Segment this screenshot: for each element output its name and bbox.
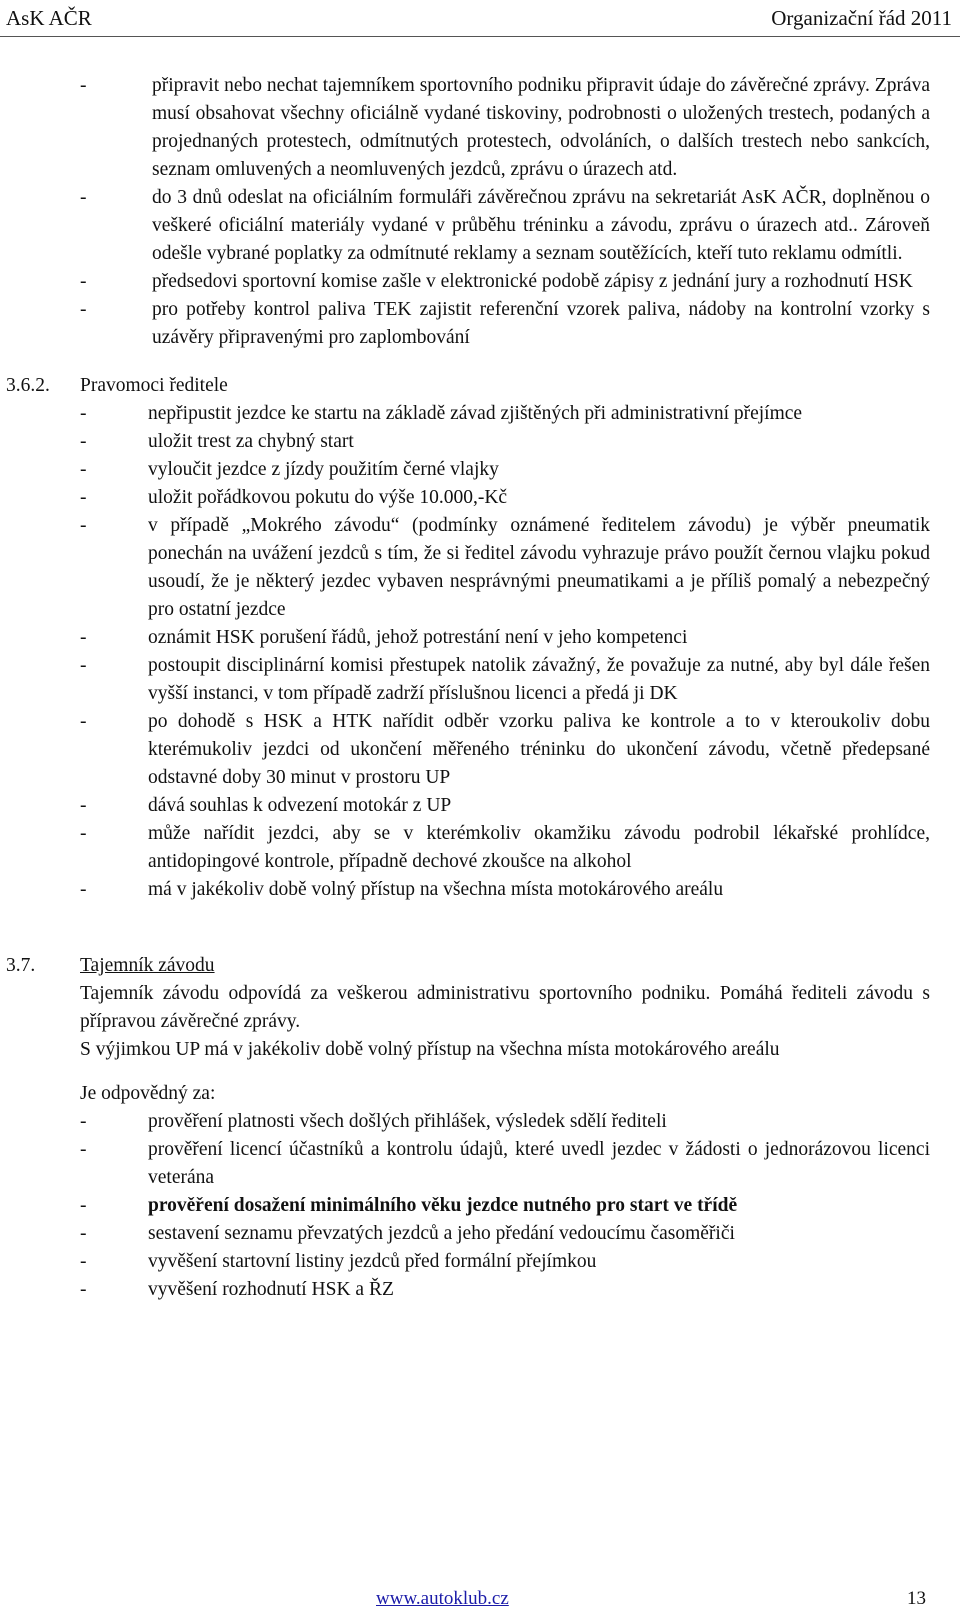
list-powers <box>0 400 960 904</box>
header-right: Organizační řád 2011 <box>771 6 952 30</box>
header-rule <box>0 36 960 37</box>
paragraph: Tajemník závodu odpovídá za veškerou administrativu sportovního podniku. Pomáhá řediteli závodu s přípravou závěrečné zprávy. <box>80 983 930 1032</box>
list-item: - uložit pořádkovou pokutu do výše 10.000,-Kč <box>0 484 960 512</box>
page-number: 13 <box>907 1588 926 1609</box>
header-left: AsK AČR <box>6 6 92 30</box>
list-item: - má v jakékoliv době volný přístup na všechna místa motokárového areálu <box>0 876 960 904</box>
footer-website-link[interactable]: www.autoklub.cz <box>376 1588 509 1609</box>
list-item: - uložit trest za chybný start <box>0 428 960 456</box>
dash: - <box>80 1223 87 1244</box>
list-responsibilities <box>0 1108 960 1304</box>
dash: - <box>80 627 87 648</box>
dash: - <box>80 1111 87 1132</box>
dash: - <box>80 655 87 676</box>
paragraph: S výjimkou UP má v jakékoliv době volný přístup na všechna místa motokárového areálu <box>80 1039 780 1060</box>
section-heading-362 <box>0 372 960 400</box>
list-item: - připravit nebo nechat tajemníkem sportovního podniku připravit údaje do závěrečné zprávy. Zpráva musí obsahovat všechny oficiálně vydané tiskoviny, podrobnosti o uložených trestech, podaných a projednaných protestech, odmítnutých protestech, odvoláních, o dalších trestech nebo sankcích, seznam omluvených a neomluvených jezdců, zprávu o úrazech atd. <box>0 72 960 184</box>
dash: - <box>80 403 87 424</box>
section-title: Pravomoci ředitele <box>80 375 228 396</box>
spacer <box>0 1064 960 1080</box>
list-item: - sestavení seznamu převzatých jezdců a jeho předání vedoucímu časoměřiči <box>0 1220 960 1248</box>
list-item-bold: - prověření dosažení minimálního věku jezdce nutného pro start ve třídě <box>0 1192 960 1220</box>
list-item: - pro potřeby kontrol paliva TEK zajistit referenční vzorek paliva, nádoby na kontrolní vzorky s uzávěry připravenými pro zaplombování <box>0 296 960 352</box>
dash: - <box>80 879 87 900</box>
dash: - <box>80 459 87 480</box>
section-number: 3.7. <box>6 955 36 976</box>
list-item: - dává souhlas k odvezení motokár z UP <box>0 792 960 820</box>
list-item: - do 3 dnů odeslat na oficiálním formuláři závěrečnou zprávu na sekretariát AsK AČR, doplněnou o veškeré oficiální materiály vydané v průběhu tréninku a závodu, zprávu o úrazech atd.. Zároveň odešle vybrané poplatky za odmítnuté reklamy a seznam soutěžících, kteří tuto reklamu odmítli. <box>0 184 960 268</box>
list-item: - vyloučit jezdce z jízdy použitím černé vlajky <box>0 456 960 484</box>
dash: - <box>80 823 87 844</box>
dash: - <box>80 75 87 96</box>
list-item: - oznámit HSK porušení řádů, jehož potrestání není v jeho kompetenci <box>0 624 960 652</box>
list-item: - nepřipustit jezdce ke startu na základě závad zjištěných při administrativní přejímce <box>0 400 960 428</box>
list-item: - vyvěšení rozhodnutí HSK a ŘZ <box>0 1276 960 1304</box>
section-number: 3.6.2. <box>6 375 50 396</box>
document-body <box>0 72 960 1304</box>
dash: - <box>80 187 87 208</box>
dash: - <box>80 515 87 536</box>
responsible-label: Je odpovědný za: <box>80 1083 216 1104</box>
list-item: - postoupit disciplinární komisi přestupek natolik závažný, že považuje za nutné, aby byl dále řešen vyšší instanci, v tom případě zadrží příslušnou licenci a předá ji DK <box>0 652 960 708</box>
section-title: Tajemník závodu <box>80 955 215 976</box>
list-item: - prověření licencí účastníků a kontrolu údajů, které uvedl jezdec v žádosti o jednorázovou licenci veterána <box>0 1136 960 1192</box>
dash: - <box>80 1195 87 1216</box>
list-item: - po dohodě s HSK a HTK nařídit odběr vzorku paliva ke kontrole a to v kteroukoliv dobu kterémukoliv jezdci od ukončení měřeného tréninku do ukončení závodu, včetně předepsané odstavné doby 30 minut v prostoru UP <box>0 708 960 792</box>
list-item: - předsedovi sportovní komise zašle v elektronické podobě zápisy z jednání jury a rozhodnutí HSK <box>0 268 960 296</box>
list-item: - může nařídit jezdci, aby se v kterémkoliv okamžiku závodu podrobil lékařské prohlídce, antidopingové kontrole, případně dechové zkoušce na alkohol <box>0 820 960 876</box>
list-item: - vyvěšení startovní listiny jezdců před formální přejímkou <box>0 1248 960 1276</box>
section-heading-37 <box>0 952 960 980</box>
list-a <box>0 72 960 352</box>
dash: - <box>80 795 87 816</box>
dash: - <box>80 271 87 292</box>
dash: - <box>80 1139 87 1160</box>
dash: - <box>80 431 87 452</box>
dash: - <box>80 711 87 732</box>
list-item: - prověření platnosti všech došlých přihlášek, výsledek sdělí řediteli <box>0 1108 960 1136</box>
list-item: - v případě „Mokrého závodu“ (podmínky oznámené ředitelem závodu) je výběr pneumatik ponechán na uvážení jezdců s tím, že si ředitel závodu vyhrazuje právo použít černou vlajku pokud usoudí, že je některý jezdec vybaven nesprávnými pneumatikami a je příliš pomalý a nebezpečný pro ostatní jezdce <box>0 512 960 624</box>
dash: - <box>80 487 87 508</box>
dash: - <box>80 1279 87 1300</box>
dash: - <box>80 1251 87 1272</box>
dash: - <box>80 299 87 320</box>
